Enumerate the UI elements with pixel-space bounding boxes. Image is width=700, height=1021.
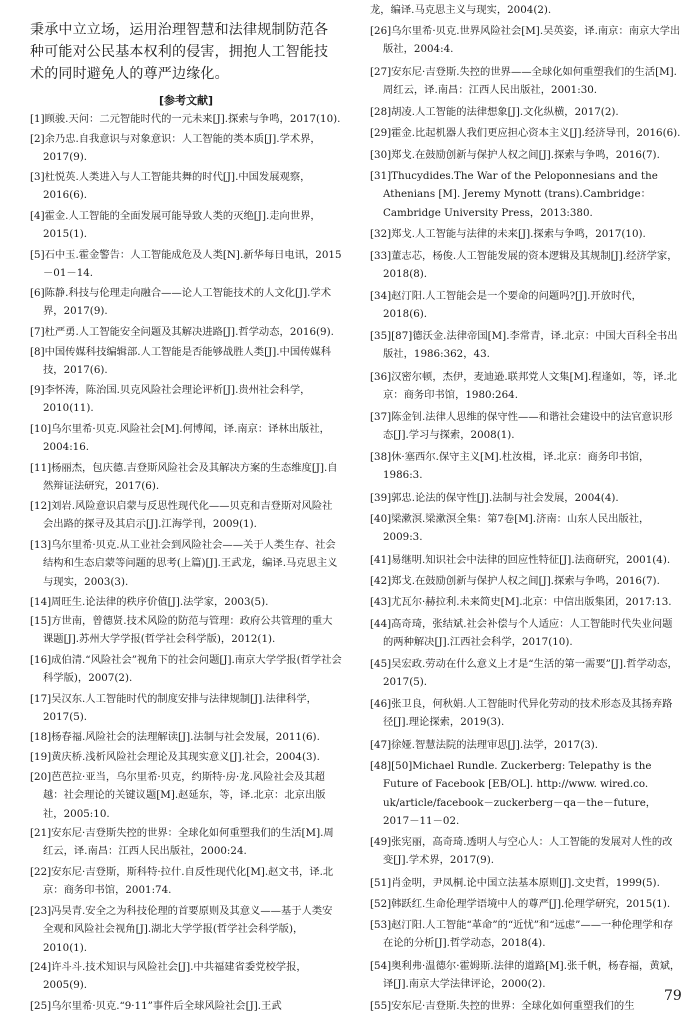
reference-item: [22]安东尼·吉登斯，斯科特·拉什.自反性现代化[M].赵文书，译.北京：商务印书馆，2001:74. (30, 866, 334, 897)
references-heading: [参考文献] (158, 94, 214, 107)
reference-item: [40]梁漱溟.梁漱溟全集：第7卷[M].济南：山东人民出版社，2009:3. (370, 513, 650, 544)
reference-item: [27]安东尼·吉登斯.失控的世界——全球化如何重塑我们的生活[M].周红云，译.南昌：江西人民出版社，2001:30. (370, 66, 677, 97)
reference-item: [13]乌尔里希·贝克.从工业社会到风险社会——关于人类生存、社会结构和生态启蒙等问题的思考(上篇)[J].王武龙，编译.马克思主义与现实，2003(3). (30, 539, 338, 588)
reference-item: [47]徐娅.智慧法院的法理审思[J].法学，2017(3). (370, 739, 599, 751)
reference-item: [21]安东尼·吉登斯失控的世界：全球化如何重塑我们的生活[M].周红云，译.南昌：江西人民出版社，2000:24. (30, 827, 334, 858)
intro-paragraph: 秉承中立立场，运用治理智慧和法律规制防范各种可能对公民基本权利的侵害，拥抱人工智能技术的同时避免人的尊严边缘化。 (30, 22, 329, 82)
reference-item: [36]汉密尔顿，杰伊，麦迪逊.联邦党人文集[M].程逢如，等，译.北京：商务印书馆，1980:264. (370, 371, 677, 402)
reference-item: [23]冯昊青.安全之为科技伦理的首要原则及其意义——基于人类安全观和风险社会视角[J].湖北大学学报(哲学社会科学版)，2010(1). (30, 905, 333, 954)
reference-item: [14]周旺生.论法律的秩序价值[J].法学家，2003(5). (30, 596, 269, 608)
reference-item: [46]张卫良，何秋娟.人工智能时代异化劳动的技术形态及其扬弃路径[J].理论探索，2019(3). (370, 698, 673, 729)
reference-item: [35][87]德沃金.法律帝国[M].李常青，译.北京：中国大百科全书出版社，1986:362，43. (370, 330, 678, 361)
reference-item: [31]Thucydides.The War of the Peloponnesians and the Athenians [M]. Jeremy Mynott (trans).Cambridge：Cambridge University Press，2013:380. (370, 170, 658, 219)
reference-item: [4]霍金.人工智能的全面发展可能导致人类的灭绝[J].走向世界，2015(1). (30, 210, 321, 241)
reference-item: [17]吴汉东.人工智能时代的制度安排与法律规制[J].法律科学，2017(5). (30, 693, 317, 724)
reference-item: [2]余乃忠.自我意识与对象意识：人工智能的类本质[J].学术界，2017(9). (30, 133, 321, 164)
reference-item: [52]韩跃红.生命伦理学语境中人的尊严[J].伦理学研究，2015(1). (370, 898, 671, 910)
reference-item: [48][50]Michael Rundle. Zuckerberg: Telepathy is the Future of Facebook [EB/OL]. http://www. wired.co. uk/article/facebook－zuckerberg－qa－the－future，2017－11－02. (370, 760, 657, 827)
reference-item: [42]郑戈.在鼓励创新与保护人权之间[J].探索与争鸣，2016(7). (370, 575, 660, 587)
reference-item: [39]郭忠.论法的保守性[J].法制与社会发展，2004(4). (370, 492, 619, 504)
reference-item: 龙，编译.马克思主义与现实，2004(2). (370, 4, 552, 16)
reference-item: [44]高奇琦，张结斌.社会补偿与个人适应：人工智能时代失业问题的两种解决[J].江西社会科学，2017(10). (370, 618, 673, 649)
reference-item: [51]肖金明，尹凤桐.论中国立法基本原则[J].文史哲，1999(5). (370, 877, 660, 889)
reference-item: [53]赵汀阳.人工智能“革命”的“近忧”和“远虑”——一种伦理学和存在论的分析[J].哲学动态，2018(4). (370, 919, 674, 950)
reference-item: [41]易继明.知识社会中法律的回应性特征[J].法商研究，2001(4). (370, 554, 671, 566)
page-number: 79 (664, 988, 682, 1004)
reference-item: [28]胡凌.人工智能的法律想象[J].文化纵横，2017(2). (370, 106, 619, 118)
reference-item: [33]董志芯，杨俊.人工智能发展的资本逻辑及其规制[J].经济学家，2018(8). (370, 250, 678, 281)
reference-item: [15]方世南，曾德贤.技术风险的防范与管理：政府公共管理的重大课题[J].苏州大学学报(哲学社会科学版)，2012(1). (30, 615, 333, 646)
reference-item: [54]奥利弗·温德尔·霍姆斯.法律的道路[M].张千帆，杨春福，黄斌，译[J].南京大学法律评论，2000(2). (370, 960, 681, 991)
reference-item: [29]霍金.比起机器人我们更应担心资本主义[J].经济导刊，2016(6). (370, 127, 681, 139)
reference-item: [55]安东尼·吉登斯.失控的世界：全球化如何重塑我们的生 (370, 1000, 635, 1012)
reference-item: [8]中国传媒科技编辑部.人工智能是否能够战胜人类[J].中国传媒科技，2017(6). (30, 346, 332, 377)
reference-item: [11]杨丽杰，包庆德.吉登斯风险社会及其解决方案的生态维度[J].自然辩证法研究，2017(6). (30, 462, 338, 493)
reference-item: [45]吴宏政.劳动在什么意义上才是“生活的第一需要”[J].哲学动态，2017(5). (370, 658, 678, 689)
reference-item: [7]杜严勇.人工智能安全问题及其解决进路[J].哲学动态，2016(9). (30, 326, 334, 338)
reference-item: [24]许斗斗.技术知识与风险社会[J].中共福建省委党校学报，2005(9). (30, 961, 307, 992)
reference-item: [1]顾骏.天问：二元智能时代的一元未来[J].探索与争鸣，2017(10). (30, 113, 341, 125)
reference-item: [10]乌尔里希·贝克.风险社会[M].何博闻，译.南京：译林出版社，2004:16. (30, 423, 330, 454)
reference-item: [38]休·塞西尔.保守主义[M].杜汝楫，译.北京：商务印书馆，1986:3. (370, 451, 650, 482)
reference-item: [49]张宪丽，高奇琦.透明人与空心人：人工智能的发展对人性的改变[J].学术界，2017(9). (370, 836, 673, 867)
reference-item: [18]杨春福.风险社会的法理解读[J].法制与社会发展，2011(6). (30, 731, 320, 743)
reference-item: [32]郑戈.人工智能与法律的未来[J].探索与争鸣，2017(10). (370, 228, 646, 240)
reference-item: [30]郑戈.在鼓励创新与保护人权之间[J].探索与争鸣，2016(7). (370, 149, 660, 161)
reference-item: [43]尤瓦尔·赫拉利.未来简史[M].北京：中信出版集团，2017:13. (370, 596, 672, 608)
reference-item: [6]陈静.科技与伦理走向融合——论人工智能技术的人文化[J].学术界，2017(9). (30, 287, 332, 318)
reference-item: [19]黄庆桥.浅析风险社会理论及其现实意义[J].社会，2004(3). (30, 751, 320, 763)
reference-item: [26]乌尔里希·贝克.世界风险社会[M].吴英姿，译.南京：南京大学出版社，2004:4. (370, 25, 681, 56)
reference-item: [20]芭芭拉·亚当，乌尔里希·贝克，约斯特·房·龙.风险社会及其超越：社会理论的关键议题[M].赵延东，等，译.北京：北京出版社，2005:10. (30, 771, 326, 820)
reference-item: [16]成伯清.“风险社会”视角下的社会问题[J].南京大学学报(哲学社会科学版)，2007(2). (30, 654, 342, 685)
reference-item: [5]石中玉.霍金警告：人工智能成危及人类[N].新华每日电讯，2015－01－14. (30, 249, 342, 280)
reference-item: [3]杜悦英.人类进入与人工智能共舞的时代[J].中国发展观察，2016(6). (30, 171, 311, 202)
reference-item: [37]陈金钊.法律人思维的保守性——和谐社会建设中的法官意识形态[J].学习与探索，2008(1). (370, 411, 673, 442)
reference-item: [9]李怀涛，陈治国.贝克风险社会理论评析[J].贵州社会科学，2010(11). (30, 384, 311, 415)
reference-item: [12]刘岩.风险意识启蒙与反思性现代化——贝克和吉登斯对风险社会出路的探寻及其启示[J].江海学刊，2009(1). (30, 500, 333, 531)
reference-item: [25]乌尔里希·贝克.“9·11”事件后全球风险社会[J].王武 (30, 1000, 282, 1012)
reference-item: [34]赵汀阳.人工智能会是一个要命的问题吗?[J].开放时代，2018(6). (370, 290, 642, 321)
